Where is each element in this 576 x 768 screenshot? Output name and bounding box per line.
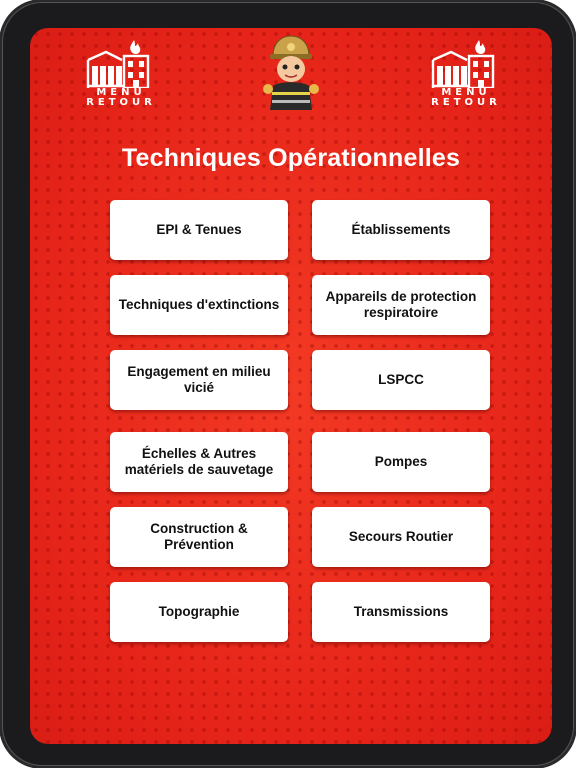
app-header xyxy=(30,28,552,112)
topics-grid xyxy=(110,200,492,642)
app-screen xyxy=(30,28,552,744)
tablet-frame xyxy=(2,2,574,766)
return-label: RETOUR xyxy=(86,97,156,108)
tile-transmissions[interactable]: Transmissions xyxy=(312,582,490,642)
tile-echelles-materiels-sauvetage[interactable]: Échelles & Autres matériels de sauvetage xyxy=(110,432,288,492)
menu-label: MENU xyxy=(441,87,491,98)
tile-construction-prevention[interactable]: Construction & Prévention xyxy=(110,507,288,567)
fire-station-icon xyxy=(84,38,154,88)
fire-station-icon xyxy=(429,38,499,88)
tile-secours-routier[interactable]: Secours Routier xyxy=(312,507,490,567)
tile-etablissements[interactable]: Établissements xyxy=(312,200,490,260)
return-label: RETOUR xyxy=(431,97,501,108)
menu-return-button-left[interactable] xyxy=(83,38,155,110)
tile-engagement-milieu-vicie[interactable]: Engagement en milieu vicié xyxy=(110,350,288,410)
tile-pompes[interactable]: Pompes xyxy=(312,432,490,492)
firefighter-mascot-icon xyxy=(262,34,320,110)
tile-appareils-protection-respiratoire[interactable]: Appareils de protection respiratoire xyxy=(312,275,490,335)
page-title: Techniques Opérationnelles xyxy=(121,144,461,172)
menu-label: MENU xyxy=(96,87,146,98)
tile-techniques-extinctions[interactable]: Techniques d'extinctions xyxy=(110,275,288,335)
tile-epi-tenues[interactable]: EPI & Tenues xyxy=(110,200,288,260)
tile-topographie[interactable]: Topographie xyxy=(110,582,288,642)
tile-lspcc[interactable]: LSPCC xyxy=(312,350,490,410)
menu-return-button-right[interactable] xyxy=(428,38,500,110)
